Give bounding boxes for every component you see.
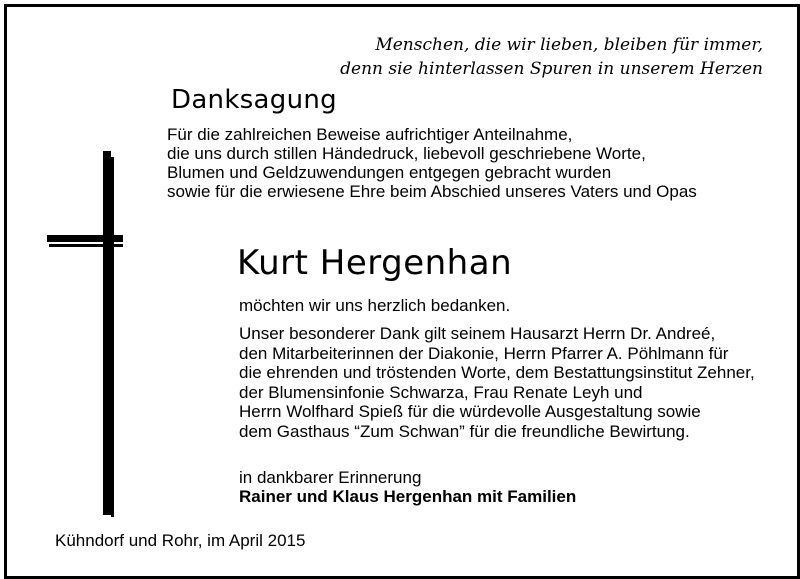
intro-line: Blumen und Geldzuwendungen entgegen gebracht wurden: [167, 163, 612, 182]
motto-line-2: denn sie hinterlassen Spuren in unserem Herzen: [340, 59, 763, 79]
notice-heading: Danksagung: [171, 85, 337, 115]
remembrance-line: in dankbarer Erinnerung: [239, 468, 422, 487]
notice-frame: [4, 4, 800, 579]
family-names: Rainer und Klaus Hergenhan mit Familien: [239, 487, 577, 506]
closing-signature: [239, 468, 576, 506]
body-line: dem Gasthaus “Zum Schwan” für die freundliche Bewirtung.: [239, 421, 690, 441]
thanks-line: möchten wir uns herzlich bedanken.: [239, 296, 511, 315]
deceased-name: Kurt Hergenhan: [237, 243, 513, 283]
body-line: Unser besonderer Dank gilt seinem Hausarzt Herrn Dr. Andreé,: [239, 324, 716, 343]
cross-icon: [47, 151, 125, 521]
motto-quote: [340, 33, 763, 81]
body-line: den Mitarbeiterinnen der Diakonie, Herrn Pfarrer A. Pöhlmann für: [239, 343, 729, 363]
body-line: Herrn Wolfhard Spieß für die würdevolle Ausgestaltung sowie: [239, 402, 701, 421]
body-line: der Blumensinfonie Schwarza, Frau Renate Leyh und: [239, 382, 643, 402]
intro-line: sowie für die erwiesene Ehre beim Abschied unseres Vaters und Opas: [167, 182, 697, 201]
motto-line-1: Menschen, die wir lieben, bleiben für immer,: [375, 35, 763, 55]
intro-line: die uns durch stillen Händedruck, liebevoll geschriebene Worte,: [167, 144, 646, 163]
intro-line: Für die zahlreichen Beweise aufrichtiger Anteilnahme,: [167, 125, 573, 144]
body-line: die ehrenden und tröstenden Worte, dem Bestattungsinstitut Zehner,: [239, 363, 755, 382]
intro-text: [167, 125, 697, 201]
acknowledgement-text: [239, 324, 755, 441]
place-and-date: Kühndorf und Rohr, im April 2015: [55, 531, 306, 550]
